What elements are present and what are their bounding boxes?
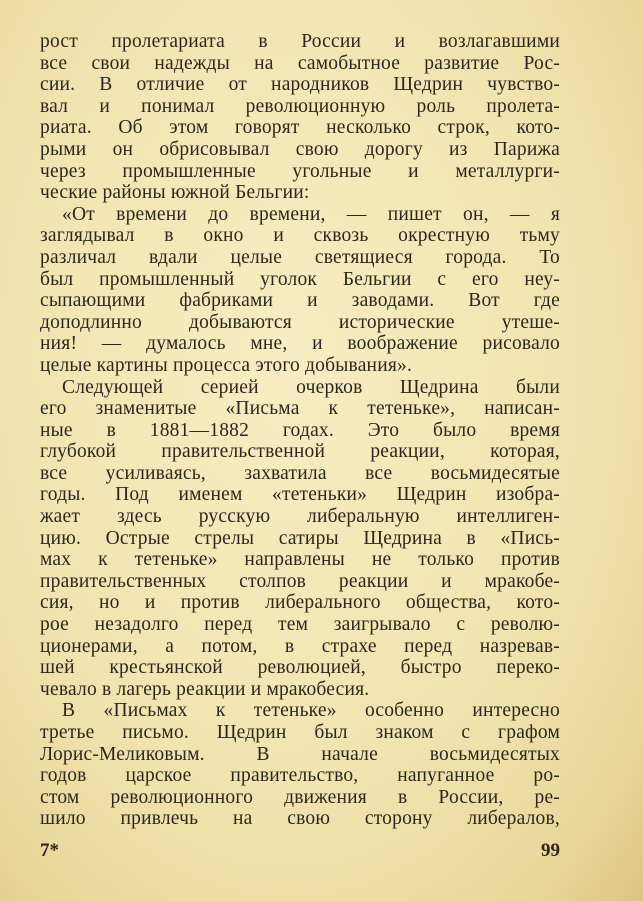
text-line: целые картины процесса этого добывания». [40, 354, 413, 376]
text-line: правительственных столпов реакции и мракобе- [40, 570, 560, 592]
text-line: его знаменитые «Письма к тетеньке», написан- [40, 398, 560, 420]
text-line: все усиливаясь, захватила все восьмидесятые [40, 462, 560, 484]
text-line: ния! — думалось мне, и воображение рисовало [40, 333, 560, 355]
text-line: рыми он обрисовывал свою дорогу из Парижа [40, 138, 560, 160]
text-line: глубокой правительственной реакции, которая, [40, 441, 560, 463]
page-number: 99 [541, 840, 560, 861]
text-line: различал вдали целые светящиеся города. То [40, 246, 560, 268]
text-line: все свои надежды на самобытное развитие Рос- [40, 52, 560, 74]
text-line: жает здесь русскую либеральную интеллиген- [40, 506, 560, 528]
text-line: В «Письмах к тетеньке» особенно интересно [62, 700, 560, 722]
signature-mark: 7* [40, 840, 59, 861]
text-line: через промышленные угольные и металлурги- [40, 160, 560, 182]
text-line: ческие районы южной Бельгии: [40, 182, 310, 204]
page-text [40, 31, 560, 830]
text-line: доподлинно добываются исторические утеше- [40, 311, 560, 333]
text-line: стом революционного движения в России, ре- [40, 786, 560, 808]
text-line: ционерами, а потом, в страхе перед назревав- [40, 635, 560, 657]
text-line: был промышленный уголок Бельгии с его неу- [40, 268, 560, 290]
text-line: мах к тетеньке» направлены не только против [40, 549, 560, 571]
text-line: Лорис-Меликовым. В начале восьмидесятых [40, 743, 560, 765]
text-line: шило привлечь на свою сторону либералов, [40, 808, 560, 830]
text-line: третье письмо. Щедрин был знаком с графом [40, 722, 560, 743]
text-line: Следующей серией очерков Щедрина были [62, 376, 560, 398]
text-line: «От времени до времени, — пишет он, — я [62, 203, 560, 225]
text-line: ные в 1881—1882 годах. Это было время [40, 419, 560, 441]
text-line: сыпающими фабриками и заводами. Вот где [40, 290, 560, 312]
text-line: сия, но и против либерального общества, кото- [40, 592, 560, 614]
text-line: рое незадолго перед тем заигрывало с револю- [40, 614, 560, 636]
text-line: вал и понимал революционную роль пролета- [40, 95, 560, 117]
text-line: цию. Острые стрелы сатиры Щедрина в «Пись- [40, 527, 560, 549]
text-line: сии. В отличие от народников Щедрин чувство- [40, 74, 560, 96]
page-footer [40, 840, 560, 864]
text-line: рост пролетариата в России и возлагавшими [40, 31, 560, 52]
text-line: годы. Под именем «тетеньки» Щедрин изобра- [40, 484, 560, 506]
text-line: чевало в лагерь реакции и мракобесия. [40, 678, 370, 700]
text-line: годов царское правительство, напуганное ро- [40, 765, 560, 787]
text-line: шей крестьянской революцией, быстро переко- [40, 657, 560, 679]
text-line: заглядывал в окно и сквозь окрестную тьму [40, 225, 560, 247]
text-line: риата. Об этом говорят несколько строк, кото- [40, 117, 560, 139]
